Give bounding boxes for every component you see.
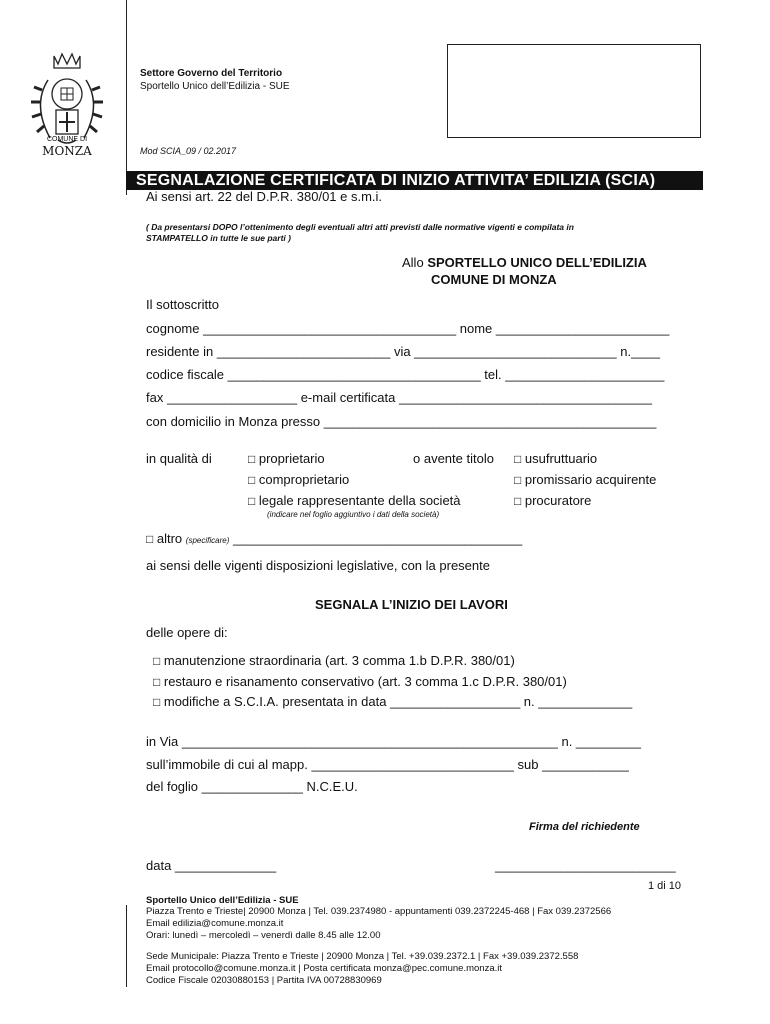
note-line-1: ( Da presentarsi DOPO l’ottenimento degli eventuali altri atti previsti dalle normative vigenti e compilata in <box>146 222 574 232</box>
opera-option-3[interactable]: □ modifiche a S.C.I.A. presentata in data __________________ n. _____________ <box>153 694 633 709</box>
footer-protocol: Email protocollo@comune.monza.it | Posta certificata monza@pec.comune.monza.it <box>146 963 502 974</box>
checkbox-icon[interactable]: □ <box>153 654 161 668</box>
recipient-line-1 <box>402 255 647 270</box>
tax-code-field[interactable]: codice fiscale ___________________________________ tel. ______________________ <box>146 367 665 382</box>
altro-field[interactable]: ________________________________________ <box>233 531 523 546</box>
legale-note: (indicare nel foglio aggiuntivo i dati della società) <box>267 510 440 519</box>
footer-address: Piazza Trento e Trieste| 20900 Monza | Tel. 039.2374980 - appuntamenti 039.2372245-468 | Fax 039.2372566 <box>146 906 612 917</box>
fax-email-field[interactable]: fax __________________ e-mail certificata ___________________________________ <box>146 390 653 405</box>
logo-text-monza: MONZA <box>42 144 92 158</box>
footer-office: Sportello Unico dell’Edilizia - SUE <box>146 895 299 906</box>
checkbox-icon[interactable]: □ <box>153 675 161 689</box>
option-procuratore[interactable]: □ procuratore <box>514 493 592 508</box>
option-legale[interactable]: □ legale rappresentante della società <box>248 493 461 508</box>
checkbox-icon[interactable]: □ <box>248 494 256 508</box>
section-heading: SEGNALA L’INIZIO DEI LAVORI <box>315 597 508 612</box>
footer-divider <box>126 905 127 987</box>
document-title: SEGNALAZIONE CERTIFICATA DI INIZIO ATTIVITA’ EDILIZIA (SCIA) <box>126 171 703 190</box>
protocol-stamp-box <box>447 44 701 138</box>
logo-text-comune: COMUNE DI <box>46 136 88 143</box>
checkbox-icon[interactable]: □ <box>146 532 154 546</box>
footer-email: Email edilizia@comune.monza.it <box>146 918 284 929</box>
surname-name-field[interactable]: cognome ___________________________________ nome ________________________ <box>146 321 670 336</box>
legal-basis-text: ai sensi delle vigenti disposizioni legislative, con la presente <box>146 558 490 573</box>
works-label: delle opere di: <box>146 625 228 640</box>
footer-fiscal: Codice Fiscale 02030880153 | Partita IVA 00728830969 <box>146 975 382 986</box>
checkbox-icon[interactable]: □ <box>248 452 256 466</box>
opera-option-2[interactable]: □ restauro e risanamento conservativo (art. 3 comma 1.c D.P.R. 380/01) <box>153 674 567 689</box>
property-field[interactable]: sull’immobile di cui al mapp. ____________________________ sub ____________ <box>146 757 629 772</box>
sheet-field[interactable]: del foglio ______________ N.C.E.U. <box>146 779 358 794</box>
street-field[interactable]: in Via ____________________________________________________ n. _________ <box>146 734 641 749</box>
office-sub: Sportello Unico dell’Edilizia - SUE <box>140 81 290 92</box>
option-comproprietario[interactable]: □ comproprietario <box>248 472 350 487</box>
recipient-line-2: COMUNE DI MONZA <box>431 272 557 287</box>
date-field[interactable]: data ______________ <box>146 858 277 873</box>
domicile-field[interactable]: con domicilio in Monza presso ______________________________________________ <box>146 414 657 429</box>
opera-option-1[interactable]: □ manutenzione straordinaria (art. 3 comma 1.b D.P.R. 380/01) <box>153 653 515 668</box>
option-usufruttuario[interactable]: □ usufruttuario <box>514 451 598 466</box>
note-line-2: STAMPATELLO in tutte le sue parti ) <box>146 233 291 243</box>
checkbox-icon[interactable]: □ <box>248 473 256 487</box>
signature-label: Firma del richiedente <box>529 821 640 833</box>
checkbox-icon[interactable]: □ <box>514 494 522 508</box>
residence-field[interactable]: residente in ________________________ via ____________________________ n.____ <box>146 344 660 359</box>
checkbox-icon[interactable]: □ <box>514 452 522 466</box>
option-proprietario[interactable]: □ proprietario <box>248 451 325 466</box>
option-altro[interactable]: □ altro (specificare) ________________________________________ <box>146 531 523 546</box>
checkbox-icon[interactable]: □ <box>514 473 522 487</box>
avente-titolo-label: o avente titolo <box>413 451 494 466</box>
comune-monza-logo <box>28 50 106 158</box>
signature-line[interactable]: _________________________ <box>495 858 676 873</box>
undersigned-label: Il sottoscritto <box>146 297 219 312</box>
footer-municipal: Sede Municipale: Piazza Trento e Trieste | 20900 Monza | Tel. +39.039.2372.1 | Fax +39.039.2372.558 <box>146 951 579 962</box>
office-name: Settore Governo del Territorio <box>140 68 283 79</box>
capacity-label: in qualità di <box>146 451 212 466</box>
page-number: 1 di 10 <box>648 880 682 892</box>
checkbox-icon[interactable]: □ <box>153 695 161 709</box>
header-divider <box>126 0 127 195</box>
footer-hours: Orari: lunedì – mercoledì – venerdì dalle 8.45 alle 12.00 <box>146 930 381 941</box>
recipient-office: SPORTELLO UNICO DELL’EDILIZIA <box>427 255 647 270</box>
form-code: Mod SCIA_09 / 02.2017 <box>140 146 237 156</box>
document-subtitle: Ai sensi art. 22 del D.P.R. 380/01 e s.m.i. <box>146 189 383 204</box>
option-promissario[interactable]: □ promissario acquirente <box>514 472 657 487</box>
recipient-prefix: Allo <box>402 255 424 270</box>
